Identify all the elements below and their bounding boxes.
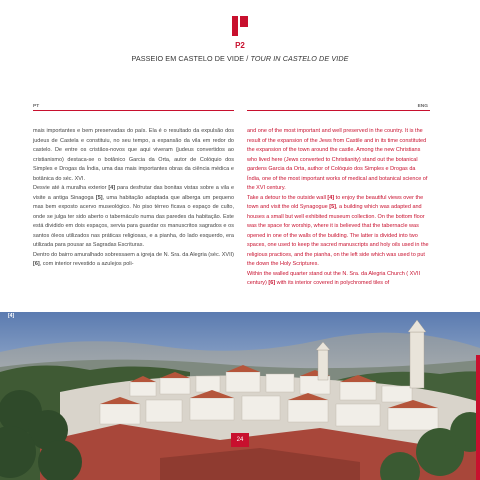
ref-6: [6] (268, 280, 276, 286)
title-en: TOUR IN CASTELO DE VIDE (250, 54, 349, 63)
text-run: , com interior revestido a azulejos poli- (39, 261, 134, 267)
text-run: para desfrutar das bonitas vistas sobre a vila e visite a antiga Sinagoga (33, 185, 234, 201)
title-separator: / (244, 54, 251, 63)
paragraph-en-3 (247, 270, 430, 289)
text-run: with its interior covered in polychromed tiles of (275, 280, 390, 286)
paragraph-pt-3 (33, 251, 234, 270)
text-run: to enjoy the beautiful views over the town and visit the old Synagogue (247, 194, 424, 210)
ref-4: [4] (327, 194, 335, 201)
ref-6: [6] (33, 261, 40, 267)
lang-label-pt: PT (33, 104, 40, 109)
text-run: , a building which was adapted and houses a small but well exhibited museum collection. On the bottom floor was the space for worship, where it is believed that the tabernacle was opened in one of the walls of the building. The latter is divided into two spaces, one used to keep the sacred manuscripts and holy oils used in the religious practices, and the pianha, on the left side which was used to put the down the Holy Scriptures. (247, 204, 429, 267)
divider-en (247, 110, 430, 111)
text-run: Dentro do bairro amuralhado sobressaem a igreja de N. Sra. da Alegria (séc. XVII) (33, 251, 234, 258)
paragraph-pt-1: mais importantes e bem preservadas do país. Ela é o resultado da expulsão dos judeus de Castela e constituiu, no seu tempo, a expansão da vila em redor do castelo. De entre os cristãos-novos que aqui viveram (judeus convertidos ao cristianismo) destaca-se o botânico Garcia da Orta, autor de Colóquio dos Simples e Drogas da Índia, uma das mais importantes obras da ciência médica e botânica do séc. XVI. (33, 128, 234, 182)
lang-label-en: ENG (417, 104, 428, 109)
town-photo (0, 312, 480, 480)
text-column-pt (33, 127, 234, 270)
paragraph-pt-2 (33, 184, 234, 251)
paragraph-en-2 (247, 194, 430, 270)
text-run: Within the walled quarter stand out the N. Sra. da Alegria Church ( XVII century) (247, 270, 421, 286)
text-run: , uma habitação adaptada que alberga um pequeno mas bem exposto acervo museológico. No piso térreo ficava o espaço de culto, onde se julga ter sido aberto o tabernáculo numa das paredes da habitação. Este está dividido em dois espaços, servia para guardar os manuscritos sagrados e os santos óleos utilizados nas práticas religiosas, e a pianha, do lado esquerdo, era utilizada para pousar as Sagradas Escrituras. (33, 194, 234, 248)
ref-5: [5] (329, 204, 336, 210)
route-code: P2 (235, 41, 245, 50)
page-number: 24 (231, 433, 249, 447)
ref-4: [4] (108, 185, 116, 191)
text-column-en (247, 127, 430, 289)
text-run: Desvie até à muralha exterior (33, 185, 109, 191)
brand-logo-icon (232, 16, 248, 36)
ref-5: [5] (95, 194, 103, 201)
paragraph-en-1: and one of the most important and well preserved in the country. It is the result of the expansion of the Jews from Castile and in its time constituted the expansion of the town around the castle. Among the new Christians who lived here (Jews converted to Christianity) stand out the botanical gardens Garcia da Orta, author of Colóquio dos Simples e Drogas da Índia, one of the most important works of medical and botanical science of the XVI century. (247, 128, 428, 191)
divider-pt (33, 110, 234, 111)
text-run: Take a detour to the outside wall (247, 194, 328, 201)
town-photo-illustration (0, 312, 480, 480)
title-pt: PASSEIO EM CASTELO DE VIDE (131, 54, 245, 63)
page-title (0, 54, 480, 63)
photo-reference-label: [4] (8, 313, 15, 319)
edge-accent-bar (476, 355, 480, 480)
